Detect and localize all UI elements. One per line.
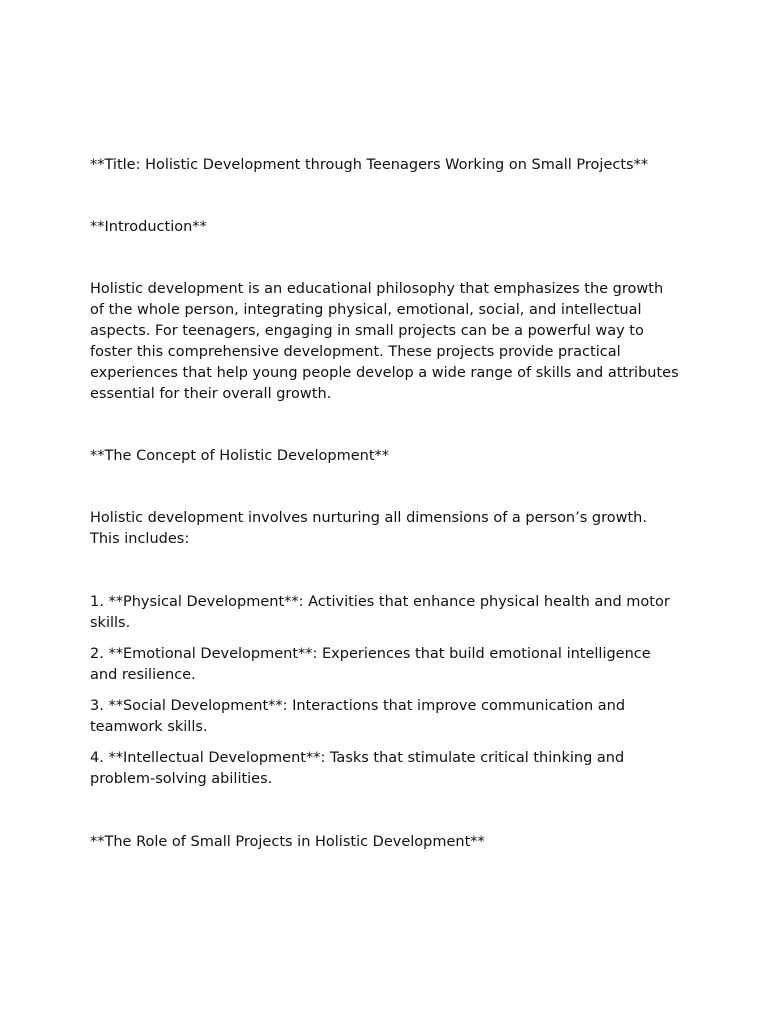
role-heading: **The Role of Small Projects in Holistic Development** xyxy=(90,834,485,850)
list-item-physical: 1. **Physical Development**: Activities that enhance physical health and motor skills. xyxy=(90,594,670,631)
document-page xyxy=(90,155,680,894)
list-item-intellectual: 4. **Intellectual Development**: Tasks that stimulate critical thinking and problem-solving abilities. xyxy=(90,750,625,787)
concept-heading: **The Concept of Holistic Development** xyxy=(90,448,390,464)
introduction-paragraph: Holistic development is an educational philosophy that emphasizes the growth of the whole person, integrating physical, emotional, social, and intellectual aspects. For teenagers, engaging in small projects can be a powerful way to foster this comprehensive development. These projects provide practical experiences that help young people develop a wide range of skills and attributes essential for their overall growth. xyxy=(90,281,679,402)
introduction-heading: **Introduction** xyxy=(90,219,207,235)
document-title: **Title: Holistic Development through Teenagers Working on Small Projects** xyxy=(90,157,649,173)
list-item-social: 3. **Social Development**: Interactions that improve communication and teamwork skills. xyxy=(90,698,626,735)
concept-paragraph: Holistic development involves nurturing all dimensions of a person’s growth. This includes: xyxy=(90,510,647,547)
list-item-emotional: 2. **Emotional Development**: Experiences that build emotional intelligence and resilience. xyxy=(90,646,651,683)
